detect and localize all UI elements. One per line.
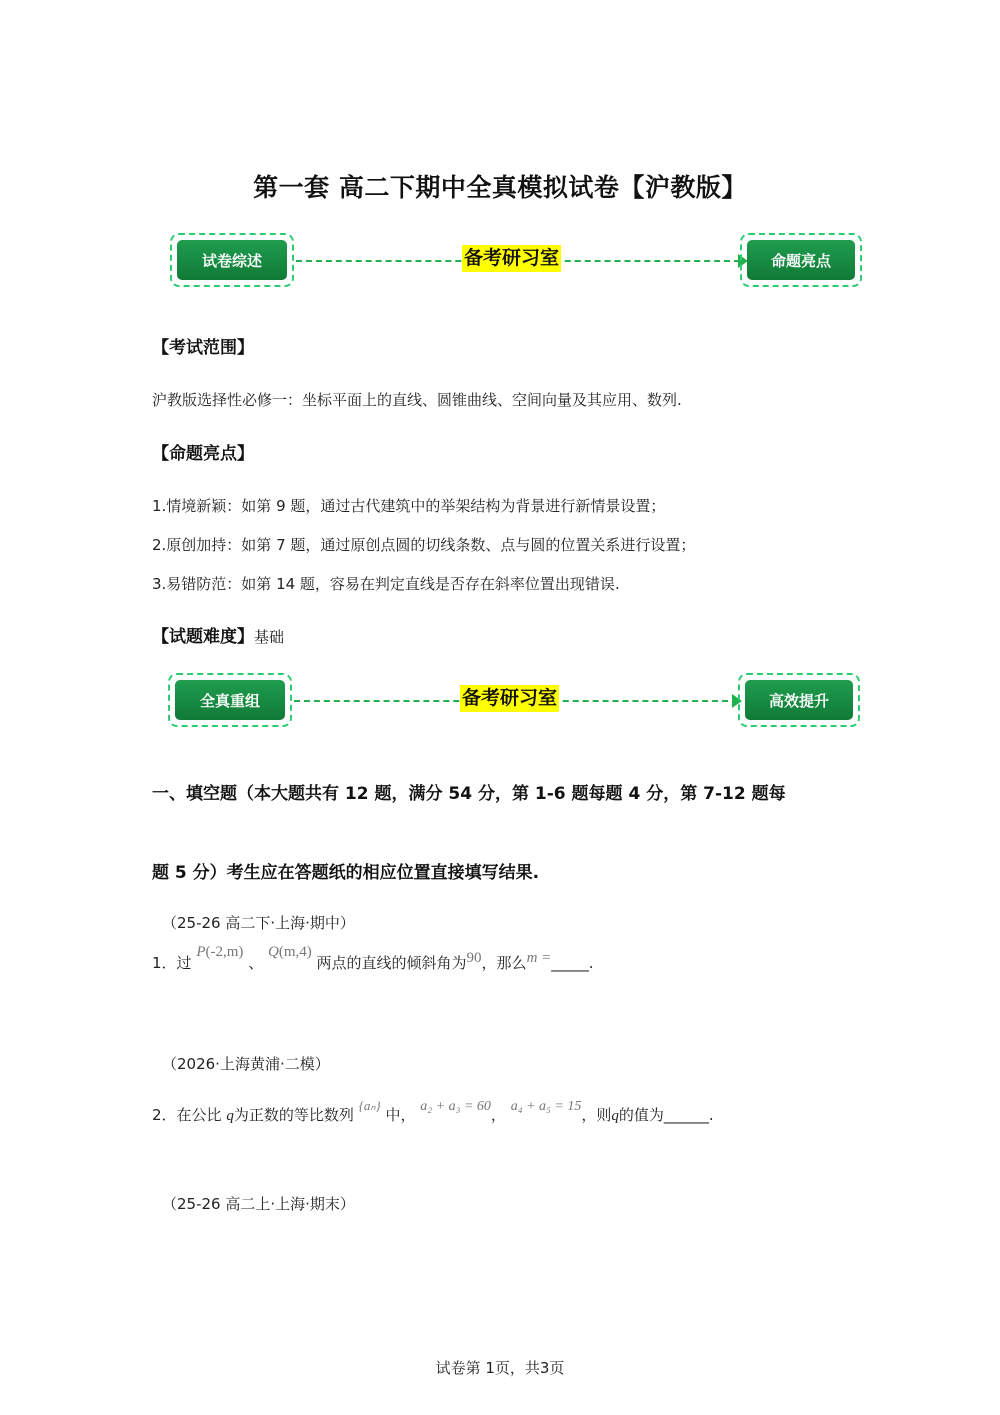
regroup-tag: 全真重组 — [175, 680, 285, 720]
q2-equation-1: a₂ + a₃ = 60 — [420, 1099, 491, 1114]
q2-comma: ， — [490, 1106, 506, 1124]
improve-tag-frame — [738, 673, 860, 727]
difficulty-heading: 【试题难度】 — [152, 627, 254, 647]
q1-m: m = — [526, 950, 552, 966]
summary-tag: 试卷综述 — [177, 240, 287, 280]
q2-ratio-var: q — [226, 1108, 234, 1124]
q1-text: 两点的直线的倾斜角为 — [316, 954, 467, 972]
q1-source: （25-26 高二下·上海·期中） — [162, 914, 355, 932]
q2-equation-2: a₄ + a₅ = 15 — [510, 1099, 582, 1114]
q2-in: 中， — [385, 1106, 416, 1124]
banner-center-label: 备考研习室 — [462, 245, 561, 272]
q3-source: （25-26 高二上·上海·期末） — [162, 1195, 355, 1213]
q1-number: 1．过 — [152, 954, 192, 972]
q1-answer-blank[interactable]: _____. — [551, 954, 594, 972]
section1-heading-line2: 题 5 分）考生应在答题纸的相应位置直接填写结果. — [152, 863, 540, 883]
q1-separator: 、 — [248, 954, 264, 972]
highlight-item-1: 1.情境新颖：如第 9 题，通过古代建筑中的举架结构为背景进行新情景设置； — [152, 497, 666, 515]
question-1 — [152, 944, 594, 973]
page-footer: 试卷第 1页，共3页 — [435, 1359, 565, 1377]
difficulty-value: 基础 — [254, 628, 285, 646]
regroup-tag-frame — [168, 673, 292, 727]
q2-then: ，则 — [581, 1106, 612, 1124]
point-p: P(-2,m) — [196, 944, 244, 960]
q2-number: 2．在公比 — [152, 1106, 222, 1124]
q2-answer-blank[interactable]: 的值为______. — [618, 1106, 714, 1124]
banner-center-label: 备考研习室 — [460, 685, 559, 712]
scope-heading: 【考试范围】 — [152, 338, 254, 358]
highlight-item-3: 3.易错防范：如第 14 题，容易在判定直线是否存在斜率位置出现错误. — [152, 575, 620, 593]
scope-text: 沪教版选择性必修一：坐标平面上的直线、圆锥曲线、空间向量及其应用、数列. — [152, 391, 682, 409]
section1-heading-line1: 一、填空题（本大题共有 12 题，满分 54 分，第 1-6 题每题 4 分，第 7-12 题每 — [152, 784, 786, 804]
banner-regroup — [168, 673, 860, 731]
improve-tag: 高效提升 — [745, 680, 853, 720]
q2-sequence: {aₙ} — [358, 1098, 381, 1113]
point-q: Q(m,4) — [267, 944, 312, 960]
q2-ratio-var-2: q — [611, 1108, 619, 1124]
q1-tail: ，那么 — [481, 954, 527, 972]
highlights-heading: 【命题亮点】 — [152, 444, 254, 464]
q2-source: （2026·上海黄浦·二模） — [162, 1055, 330, 1073]
summary-tag-frame — [170, 233, 294, 287]
highlight-item-2: 2.原创加持：如第 7 题，通过原创点圆的切线条数、点与圆的位置关系进行设置； — [152, 536, 696, 554]
banner-summary — [170, 233, 862, 291]
q1-angle: 90 — [466, 950, 482, 966]
page-title: 第一套 高二下期中全真模拟试卷【沪教版】 — [253, 173, 747, 202]
highlights-tag: 命题亮点 — [747, 240, 855, 280]
question-2 — [152, 1098, 714, 1125]
highlights-tag-frame — [740, 233, 862, 287]
difficulty-line — [152, 622, 284, 647]
q2-text: 为正数的等比数列 — [233, 1106, 354, 1124]
